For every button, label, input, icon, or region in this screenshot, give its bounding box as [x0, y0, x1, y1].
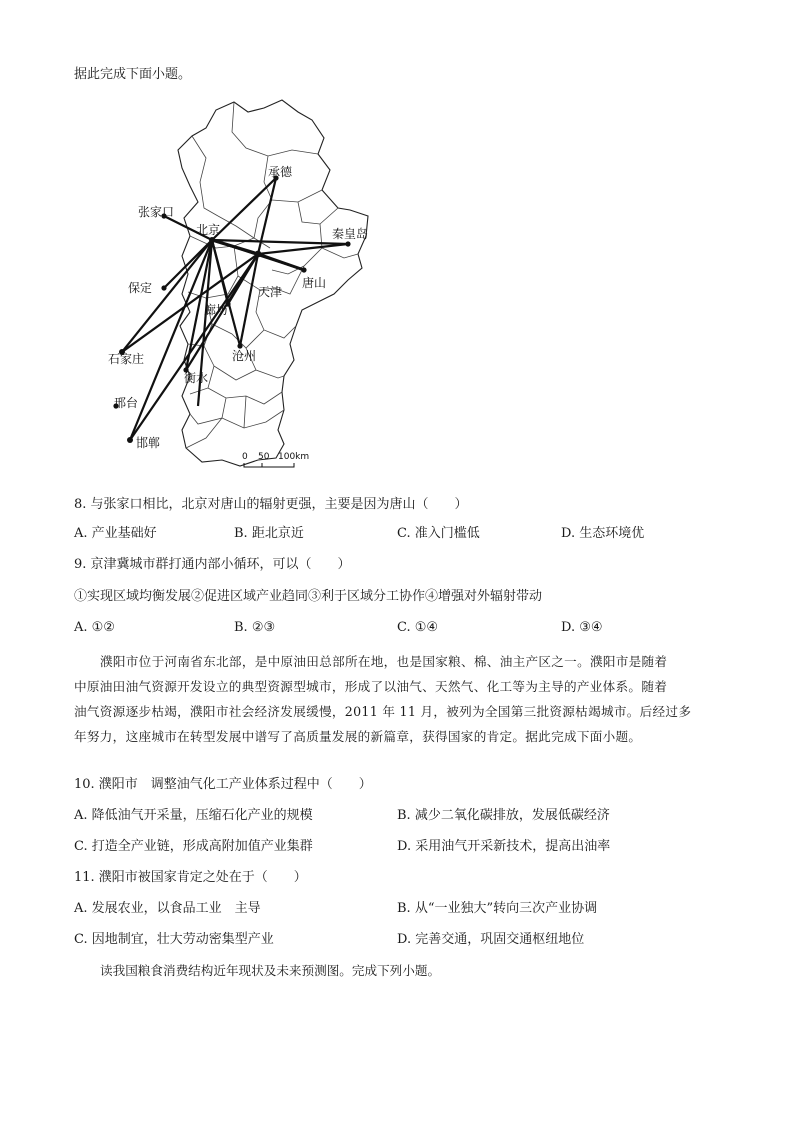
scale-label-mid: 50: [258, 452, 270, 462]
q10-option-b[interactable]: B. 减少二氧化碳排放，发展低碳经济: [397, 808, 610, 823]
q8-stem: 8. 与张家口相比，北京对唐山的辐射更强，主要是因为唐山（ ）: [74, 497, 468, 512]
q11-option-b[interactable]: B. 从“一业独大”转向三次产业协调: [397, 901, 598, 916]
scale-bar: [242, 452, 309, 467]
q10-option-d[interactable]: D. 采用油气开采新技术，提高出油率: [397, 839, 611, 854]
city-label-baoding: 保定: [128, 281, 153, 295]
q11-option-d[interactable]: D. 完善交通，巩固交通枢纽地位: [397, 932, 585, 947]
passage: [74, 649, 724, 749]
city-label-zhangjiakou: 张家口: [138, 205, 175, 219]
passage-line-2: 中原油田油气资源开发设立的典型资源型城市，形成了以油气、天然气、化工等为主导的产业体系。随着: [74, 679, 668, 694]
city-label-chengde: 承德: [268, 165, 293, 179]
passage-line-3: 油气资源逐步枯竭，濮阳市社会经济发展缓慢，2011 年 11 月，被列为全国第三批资源枯竭城市。后经过多: [74, 704, 692, 719]
q9-statements: ①实现区域均衡发展②促进区域产业趋同③利于区域分工协作④增强对外辐射带动: [74, 589, 543, 604]
jingjinji-map: [86, 98, 386, 470]
q8-option-c[interactable]: C. 准入门槛低: [397, 526, 480, 541]
q9-stem: 9. 京津冀城市群打通内部小循环，可以（ ）: [74, 557, 351, 572]
q9-option-b[interactable]: B. ②③: [234, 620, 276, 635]
passage-line-1: 濮阳市位于河南省东北部，是中原油田总部所在地，也是国家粮、棉、油主产区之一。濮阳市是随着: [100, 654, 668, 669]
q10-option-c[interactable]: C. 打造全产业链，形成高附加值产业集群: [74, 839, 313, 854]
city-label-qinhuangdao: 秦皇岛: [332, 227, 369, 241]
city-label-hengshui: 衡水: [184, 371, 209, 385]
city-label-tangshan: 唐山: [302, 276, 327, 290]
intro-bottom: 读我国粮食消费结构近年现状及未来预测图。完成下列小题。: [100, 963, 441, 978]
city-label-langfang: 廊坊: [204, 303, 229, 317]
q10-option-a[interactable]: A. 降低油气开采量，压缩石化产业的规模: [74, 808, 313, 823]
passage-line-4: 年努力，这座城市在转型发展中谱写了高质量发展的新篇章，获得国家的肯定。据此完成下面小题。: [74, 729, 642, 744]
q11-stem: 11. 濮阳市被国家肯定之处在于（ ）: [74, 870, 307, 885]
internal-boundaries: [186, 102, 358, 448]
q9-option-d[interactable]: D. ③④: [561, 620, 603, 635]
q9-option-c[interactable]: C. ①④: [397, 620, 439, 635]
q11-option-c[interactable]: C. 因地制宜，壮大劳动密集型产业: [74, 932, 274, 947]
q8-option-b[interactable]: B. 距北京近: [234, 526, 304, 541]
city-label-tianjin: 天津: [258, 285, 283, 299]
q10-stem: 10. 濮阳市 调整油气化工产业体系过程中（ ）: [74, 777, 372, 792]
city-label-xingtai: 邢台: [114, 396, 139, 410]
q11-option-a[interactable]: A. 发展农业，以食品工业 主导: [74, 901, 261, 916]
city-label-shijiazhuang: 石家庄: [108, 352, 145, 366]
scale-label-end: 100km: [278, 452, 310, 462]
q8-option-a[interactable]: A. 产业基础好: [74, 526, 157, 541]
city-label-cangzhou: 沧州: [232, 349, 257, 363]
intro-text: 据此完成下面小题。: [74, 67, 192, 82]
scale-label-zero: 0: [242, 452, 248, 462]
city-label-beijing: 北京: [196, 223, 221, 237]
q9-option-a[interactable]: A. ①②: [74, 620, 115, 635]
city-label-handan: 邯郸: [136, 436, 161, 450]
q8-option-d[interactable]: D. 生态环境优: [561, 526, 645, 541]
